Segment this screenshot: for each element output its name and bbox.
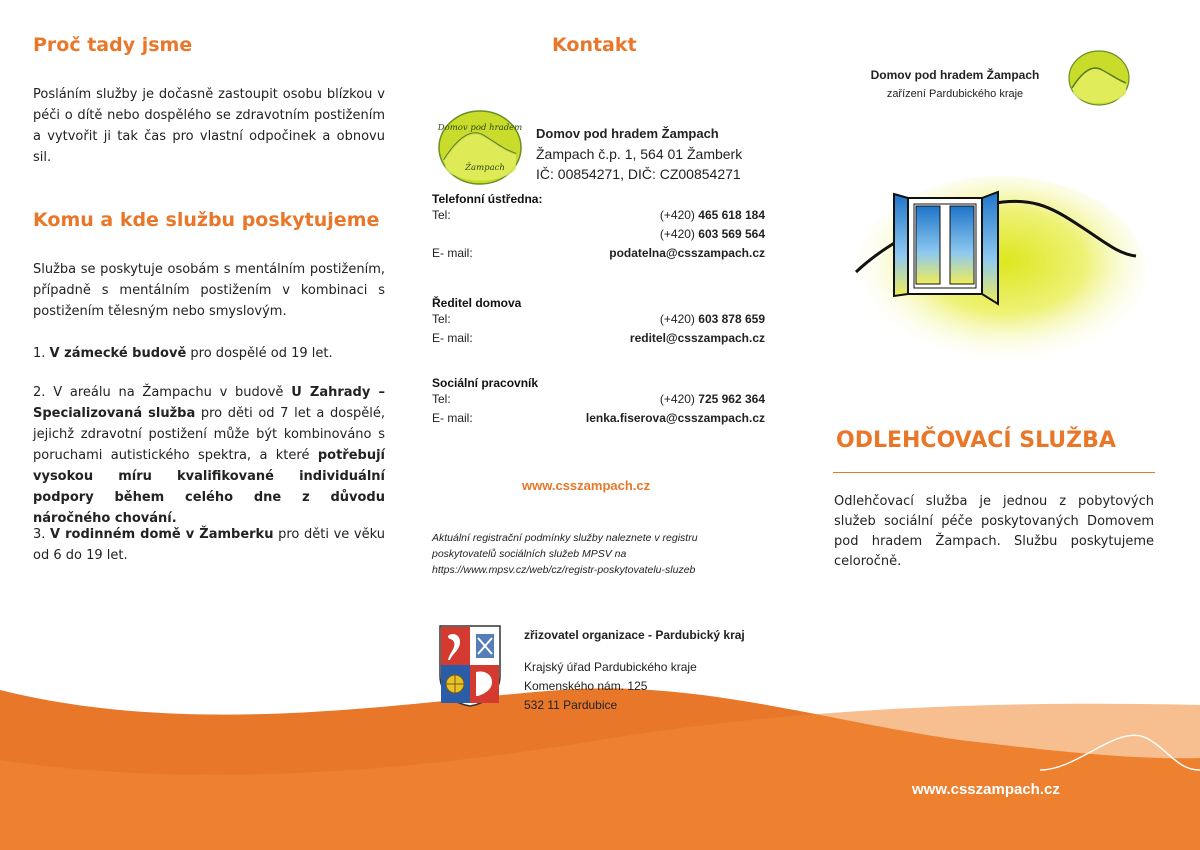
paragraph-target-group: [33, 259, 385, 322]
social-tel-row: [432, 390, 765, 409]
founder-title: zřizovatel organizace - Pardubický kraj: [524, 628, 745, 642]
right-org-header: [835, 66, 1075, 104]
website-link-middle[interactable]: www.csszampach.cz: [522, 478, 651, 493]
email-label: E- mail:: [432, 246, 473, 260]
founder-line2: Komenského nám. 125: [524, 679, 648, 693]
org-name: Domov pod hradem Žampach: [536, 126, 719, 141]
director-tel[interactable]: (+420) 603 878 659: [659, 312, 765, 326]
director-label: Ředitel domova: [432, 296, 522, 310]
item2-text-b: pro děti od 7 let a dospělé, jejichž zdravotní postižení může být kombinováno s poruchami autistického spektra, a které: [33, 406, 385, 463]
organization-logo: [438, 110, 522, 185]
social-tel[interactable]: (+420) 725 962 364: [659, 392, 765, 406]
right-org-name: Domov pod hradem Žampach: [870, 68, 1040, 82]
item2-number: 2.: [33, 385, 46, 400]
tel-label: Tel:: [432, 208, 451, 222]
right-org-sub: zařízení Pardubického kraje: [886, 88, 1024, 100]
item3-number: 3.: [33, 527, 46, 542]
switchboard-email[interactable]: podatelna@csszampach.cz: [609, 246, 765, 260]
heading-why-here: Proč tady jsme: [33, 34, 193, 56]
switchboard-label: Telefonní ústředna:: [432, 192, 543, 206]
logo-top-text: Domov pod hradem: [438, 123, 522, 133]
title-underline: [833, 472, 1155, 473]
organization-info: [536, 124, 742, 184]
item1-bold: V zámecké budově: [49, 346, 187, 361]
item3-bold: V rodinném domě v Žamberku: [50, 527, 274, 542]
tel-label: Tel:: [432, 312, 451, 326]
social-email[interactable]: lenka.fiserova@csszampach.cz: [585, 411, 765, 425]
contact-director: [432, 296, 765, 348]
item2-bold2: potřebují vysokou míru kvalifikované individuální podpory během celého dne z důvodu náročného chování.: [33, 448, 385, 526]
target-group-text: Služba se poskytuje osobám s mentálním postižením, případně s mentálním postižením v kombinaci s postižením tělesným nebo smyslovým.: [33, 262, 385, 319]
org-address: Žampach č.p. 1, 564 01 Žamberk: [536, 146, 743, 162]
director-email-row: [432, 329, 765, 348]
founder-line1: Krajský úřad Pardubického kraje: [524, 660, 697, 674]
social-email-row: [432, 409, 765, 428]
item3-rest: pro děti ve věku od 6 do 19 let.: [33, 527, 385, 563]
service-description: Odlehčovací služba je jednou z pobytových služeb sociální péče poskytovaných Domovem pod hradem Žampach. Službu poskytujeme celoročně.: [834, 494, 1154, 569]
list-item-1: [33, 343, 385, 364]
item1-rest: pro dospělé od 19 let.: [186, 346, 333, 361]
footer-website-link[interactable]: www.csszampach.cz: [912, 781, 1060, 798]
tel-label: Tel:: [432, 392, 451, 406]
social-worker-label: Sociální pracovník: [432, 376, 539, 390]
list-item-2: [33, 382, 385, 529]
mission-text: Posláním služby je dočasně zastoupit osobu blízkou v péči o dítě nebo dospělého se zdravotním postižením a vytvořit ji tak čas pro vlastní odpočinek a obnovu sil.: [33, 87, 385, 165]
director-tel-row: [432, 310, 765, 329]
paragraph-mission: [33, 84, 385, 168]
email-label: E- mail:: [432, 331, 473, 345]
item2-text-a: V areálu na Žampachu v budově: [53, 385, 292, 400]
director-email[interactable]: reditel@csszampach.cz: [629, 331, 765, 345]
heading-contact: Kontakt: [552, 34, 637, 56]
item1-number: 1.: [33, 346, 46, 361]
service-title: ODLEHČOVACÍ SLUŽBA: [836, 428, 1116, 453]
contact-switchboard: [432, 192, 765, 263]
org-ids: IČ: 00854271, DIČ: CZ00854271: [536, 166, 741, 182]
founder-info: [524, 626, 745, 715]
contact-social-worker: [432, 376, 765, 428]
logo-bottom-text: Žampach: [465, 163, 505, 173]
email-label: E- mail:: [432, 411, 473, 425]
switchboard-tel-row: [432, 206, 765, 225]
switchboard-tel2[interactable]: (+420) 603 569 564: [659, 227, 765, 241]
list-item-3: [33, 524, 385, 566]
window-sun-illustration: [850, 176, 1150, 376]
switchboard-tel1[interactable]: (+420) 465 618 184: [659, 208, 765, 222]
pardubice-coat-of-arms-icon: [438, 624, 502, 708]
switchboard-email-row: [432, 244, 765, 263]
organization-logo-small: [1068, 50, 1130, 106]
switchboard-tel2-row: [432, 225, 765, 244]
registry-note: Aktuální registrační podmínky služby naleznete v registru poskytovatelů sociálních služeb MPSV na https://www.mpsv.cz/web/cz/registr-poskytovatelu-sluzeb: [432, 532, 698, 576]
founder-line3: 532 11 Pardubice: [524, 698, 618, 712]
item2-bold1: U Zahrady – Specializovaná služba: [33, 385, 385, 421]
heading-who-where: Komu a kde službu poskytujeme: [33, 209, 380, 231]
